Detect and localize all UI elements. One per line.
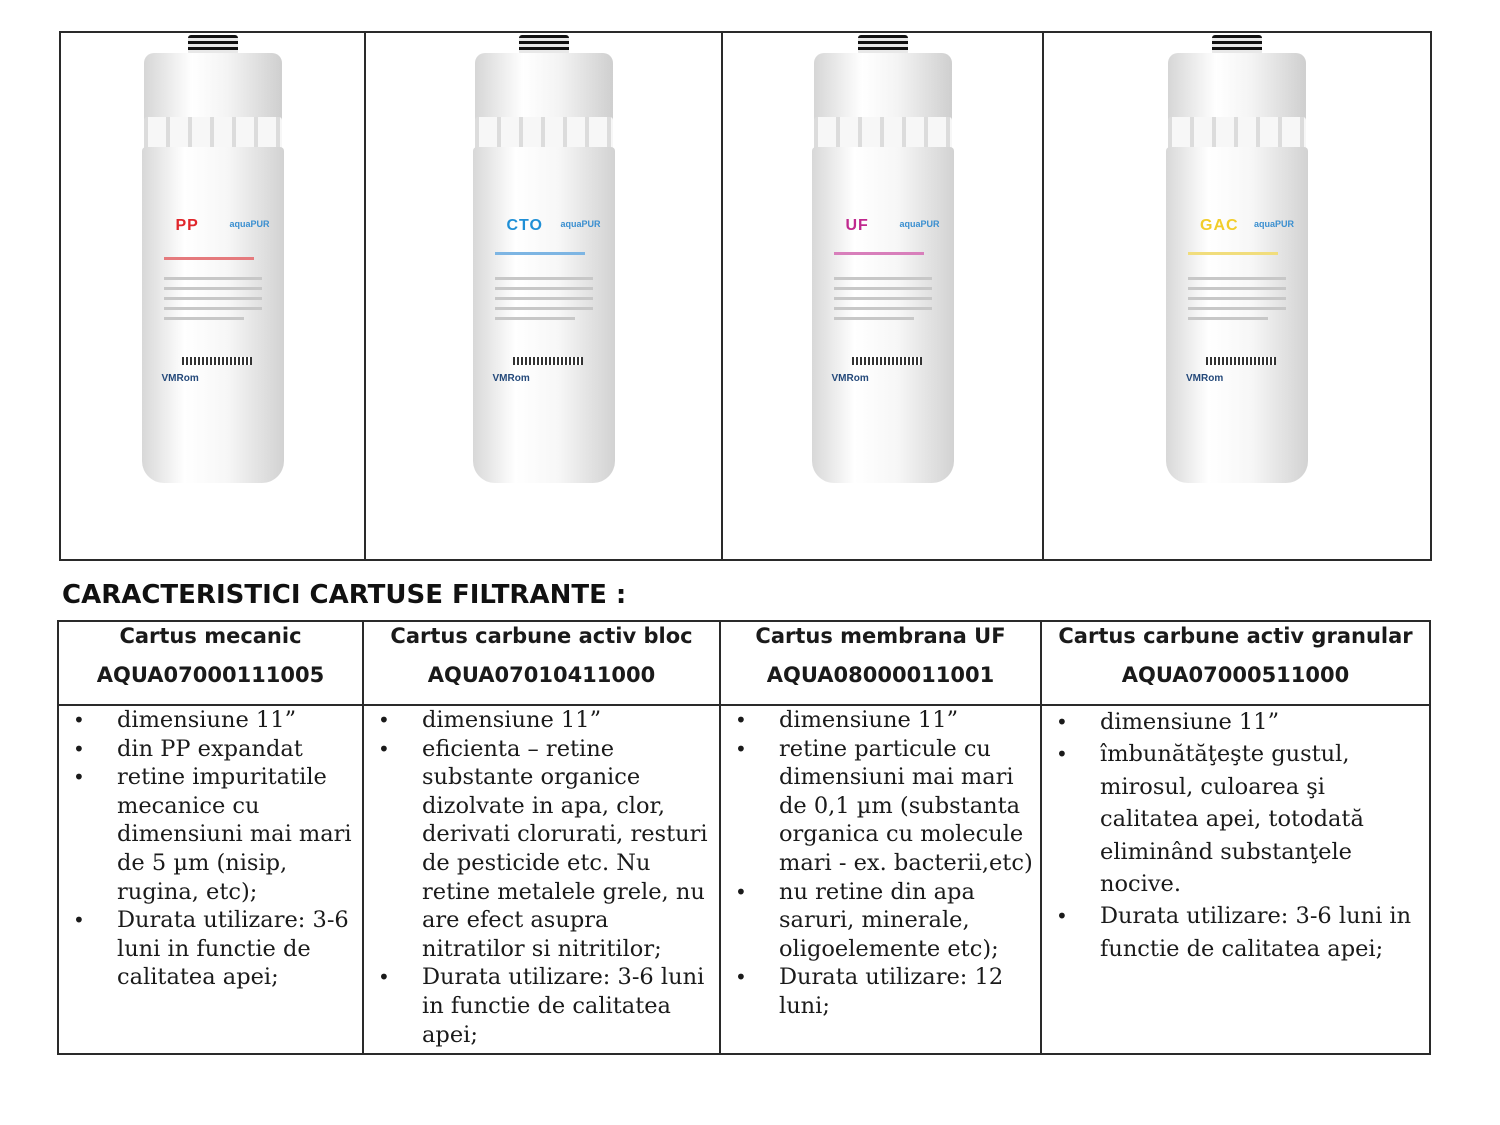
cartridge-label-pp: PP <box>175 217 199 234</box>
cartridge-images-table <box>59 31 1432 561</box>
bullet-item: • Durata utilizare: 3-6 luni in functie de calitatea apei; <box>59 906 362 992</box>
cartridge-name: Cartus mecanic <box>119 624 302 648</box>
section-title: CARACTERISTICI CARTUSE FILTRANTE : <box>62 580 627 610</box>
column-header <box>364 622 719 706</box>
bullet-item: • dimensiune 11” <box>59 706 362 735</box>
cartridge-uf-image: UF aquaPUR VMRom <box>812 35 954 485</box>
cartridge-name: Cartus carbune activ granular <box>1058 624 1413 648</box>
column-carbune-activ-granular <box>1042 622 1429 1053</box>
cartridge-image-cell-gac <box>1044 33 1430 559</box>
bullet-item: • nu retine din apa saruri, minerale, oligoelemente etc); <box>721 878 1040 964</box>
cartridge-image-cell-pp <box>61 33 366 559</box>
cartridge-gac-image: GAC aquaPUR VMRom <box>1166 35 1308 485</box>
bullet-list <box>1042 706 1429 965</box>
characteristics-table <box>57 620 1431 1055</box>
column-carbune-activ-bloc <box>364 622 721 1053</box>
cartridge-name: Cartus carbune activ bloc <box>390 624 693 648</box>
cartridge-label-gac: GAC <box>1200 217 1239 234</box>
bullet-item: • eficienta – retine substante organice dizolvate in apa, clor, derivati clorurati, resturi de pesticide etc. Nu retine metalele grele, nu are efect asupra nitratilor si nitritilor; <box>364 735 719 964</box>
column-membrana-uf <box>721 622 1042 1053</box>
cartridge-code: AQUA07000111005 <box>96 663 325 687</box>
bullet-item: • retine particule cu dimensiuni mai mari de 0,1 µm (substanta organica cu molecule mari - ex. bacterii,etc) <box>721 735 1040 878</box>
column-mecanic <box>59 622 364 1053</box>
column-header <box>721 622 1040 706</box>
bullet-item: • retine impuritatile mecanice cu dimensiuni mai mari de 5 µm (nisip, rugina, etc); <box>59 763 362 906</box>
cartridge-image-cell-cto <box>366 33 723 559</box>
cartridge-label-cto: CTO <box>506 217 543 234</box>
bullet-item: • din PP expandat <box>59 735 362 764</box>
cartridge-image-cell-uf <box>723 33 1044 559</box>
bullet-item: • Durata utilizare: 12 luni; <box>721 963 1040 1020</box>
column-header <box>1042 622 1429 706</box>
bullet-item: • dimensiune 11” <box>364 706 719 735</box>
cartridge-label-uf: UF <box>845 217 869 234</box>
bullet-list <box>364 706 719 1049</box>
bullet-item: • Durata utilizare: 3-6 luni in functie de calitatea apei; <box>1042 900 1429 965</box>
bullet-list <box>59 706 362 992</box>
cartridge-name: Cartus membrana UF <box>755 624 1006 648</box>
cartridge-code: AQUA08000011001 <box>766 663 995 687</box>
bullet-item: • dimensiune 11” <box>1042 706 1429 738</box>
bullet-item: • dimensiune 11” <box>721 706 1040 735</box>
cartridge-pp-image: PP aquaPUR VMRom <box>142 35 284 485</box>
bullet-item: • îmbunătăţeşte gustul, mirosul, culoarea şi calitatea apei, totodată eliminând substanţele nocive. <box>1042 738 1429 900</box>
column-header <box>59 622 362 706</box>
cartridge-code: AQUA07010411000 <box>427 663 656 687</box>
cartridge-cto-image: CTO aquaPUR VMRom <box>473 35 615 485</box>
cartridge-code: AQUA07000511000 <box>1121 663 1350 687</box>
bullet-list <box>721 706 1040 1021</box>
bullet-item: • Durata utilizare: 3-6 luni in functie de calitatea apei; <box>364 963 719 1049</box>
